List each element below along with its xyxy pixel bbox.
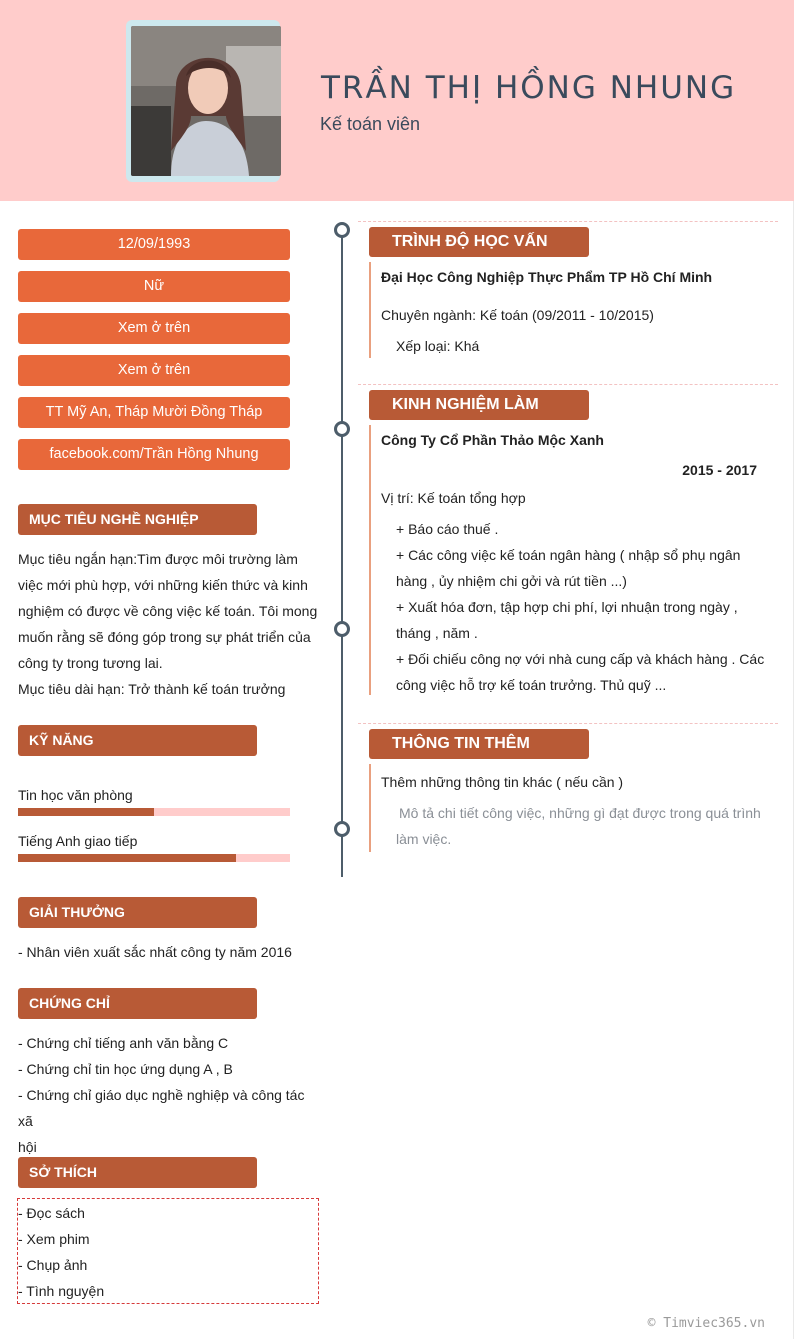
experience-period: 2015 - 2017 bbox=[682, 462, 757, 478]
experience-duties bbox=[396, 516, 766, 698]
phone-pill: Xem ở trên bbox=[18, 313, 290, 344]
certificate-line: - Chứng chỉ tin học ứng dụng A , B bbox=[18, 1061, 233, 1077]
timeline-dot bbox=[334, 421, 350, 437]
additional-heading: THÔNG TIN THÊM bbox=[369, 729, 589, 759]
additional-line: Mô tả chi tiết công việc, những gì đạt được trong quá trình bbox=[399, 805, 761, 821]
footer-watermark: © Timviec365.vn bbox=[647, 1316, 765, 1331]
skill-label: Tiếng Anh giao tiếp bbox=[18, 833, 138, 849]
section-divider bbox=[358, 221, 778, 222]
hobby-item: - Tình nguyện bbox=[18, 1283, 105, 1299]
hobby-item: - Chụp ảnh bbox=[18, 1257, 88, 1273]
career-goal-text bbox=[18, 546, 323, 702]
skills-heading: KỸ NĂNG bbox=[18, 725, 257, 756]
address-pill: TT Mỹ An, Tháp Mười Đồng Tháp bbox=[18, 397, 290, 428]
profile-photo bbox=[131, 26, 281, 176]
gender-pill: Nữ bbox=[18, 271, 290, 302]
additional-description bbox=[396, 800, 766, 852]
career-goal-line: việc mới phù hợp, với những kiến thức và kinh bbox=[18, 577, 308, 593]
certificates-heading: CHỨNG CHỈ bbox=[18, 988, 257, 1019]
experience-heading: KINH NGHIỆM LÀM bbox=[369, 390, 589, 420]
experience-block bbox=[369, 425, 371, 695]
hobbies-box[interactable] bbox=[17, 1198, 319, 1304]
duty-line: + Các công việc kế toán ngân hàng ( nhập sổ phụ ngân bbox=[396, 547, 741, 563]
certificates-list bbox=[18, 1030, 323, 1160]
skill-bar bbox=[18, 854, 290, 862]
section-divider bbox=[358, 384, 778, 385]
candidate-name: TRẦN THỊ HỒNG NHUNG bbox=[321, 70, 737, 106]
skill-bar-fill bbox=[18, 808, 154, 816]
profile-photo-frame bbox=[126, 20, 280, 182]
additional-block bbox=[369, 764, 371, 852]
certificate-line: hội bbox=[18, 1139, 37, 1155]
timeline-dot bbox=[334, 621, 350, 637]
cv-header bbox=[0, 0, 794, 201]
candidate-job-title: Kế toán viên bbox=[320, 114, 421, 134]
duty-line: + Xuất hóa đơn, tập hợp chi phí, lợi nhuận trong ngày , bbox=[396, 599, 738, 615]
profile-photo-placeholder bbox=[131, 26, 281, 176]
education-school: Đại Học Công Nghiệp Thực Phẩm TP Hồ Chí Minh bbox=[381, 269, 713, 285]
section-divider bbox=[358, 723, 778, 724]
education-major: Chuyên ngành: Kế toán (09/2011 - 10/2015) bbox=[381, 307, 654, 323]
duty-line: + Báo cáo thuế . bbox=[396, 521, 499, 537]
facebook-pill: facebook.com/Trần Hồng Nhung bbox=[18, 439, 290, 470]
skill-label: Tin học văn phòng bbox=[18, 787, 133, 803]
career-goal-line: muốn rằng sẽ đóng góp trong sự phát triển của bbox=[18, 629, 311, 645]
hobbies-heading: SỞ THÍCH bbox=[18, 1157, 257, 1188]
skill-bar-fill bbox=[18, 854, 236, 862]
birthdate-pill: 12/09/1993 bbox=[18, 229, 290, 260]
awards-list bbox=[18, 939, 323, 965]
additional-subtitle: Thêm những thông tin khác ( nếu cần ) bbox=[381, 774, 624, 790]
timeline-dot bbox=[334, 821, 350, 837]
career-goal-line: công ty trong tương lai. bbox=[18, 655, 163, 671]
duty-line: + Đối chiếu công nợ với nhà cung cấp và khách hàng . Các bbox=[396, 651, 765, 667]
hobby-item: - Xem phim bbox=[18, 1231, 90, 1247]
additional-line: làm việc. bbox=[396, 831, 452, 847]
certificate-line: - Chứng chỉ giáo dục nghề nghiệp và công tác xã bbox=[18, 1087, 305, 1129]
timeline-line bbox=[341, 232, 343, 877]
career-goal-line: nghiệm có được về công việc kế toán. Tôi mong bbox=[18, 603, 318, 619]
timeline-dot bbox=[334, 222, 350, 238]
experience-position: Vị trí: Kế toán tổng hợp bbox=[381, 490, 526, 506]
education-grade: Xếp loại: Khá bbox=[396, 338, 480, 354]
career-goal-line: Mục tiêu ngắn hạn:Tìm được môi trường làm bbox=[18, 551, 298, 567]
education-heading: TRÌNH ĐỘ HỌC VẤN bbox=[369, 227, 589, 257]
skill-bar bbox=[18, 808, 290, 816]
award-item: - Nhân viên xuất sắc nhất công ty năm 2016 bbox=[18, 944, 292, 960]
experience-company: Công Ty Cổ Phần Thảo Mộc Xanh bbox=[381, 432, 604, 448]
education-block bbox=[369, 262, 371, 358]
awards-heading: GIẢI THƯỞNG bbox=[18, 897, 257, 928]
email-pill: Xem ở trên bbox=[18, 355, 290, 386]
hobby-item: - Đọc sách bbox=[18, 1205, 85, 1221]
duty-line: công việc hỗ trợ kế toán trưởng. Thủ quỹ ... bbox=[396, 677, 667, 693]
career-goal-heading: MỤC TIÊU NGHỀ NGHIỆP bbox=[18, 504, 257, 535]
duty-line: tháng , năm . bbox=[396, 625, 478, 641]
duty-line: hàng , ủy nhiệm chi gởi và rút tiền ...) bbox=[396, 573, 627, 589]
career-goal-line: Mục tiêu dài hạn: Trở thành kế toán trưởng bbox=[18, 681, 286, 697]
certificate-line: - Chứng chỉ tiếng anh văn bằng C bbox=[18, 1035, 229, 1051]
